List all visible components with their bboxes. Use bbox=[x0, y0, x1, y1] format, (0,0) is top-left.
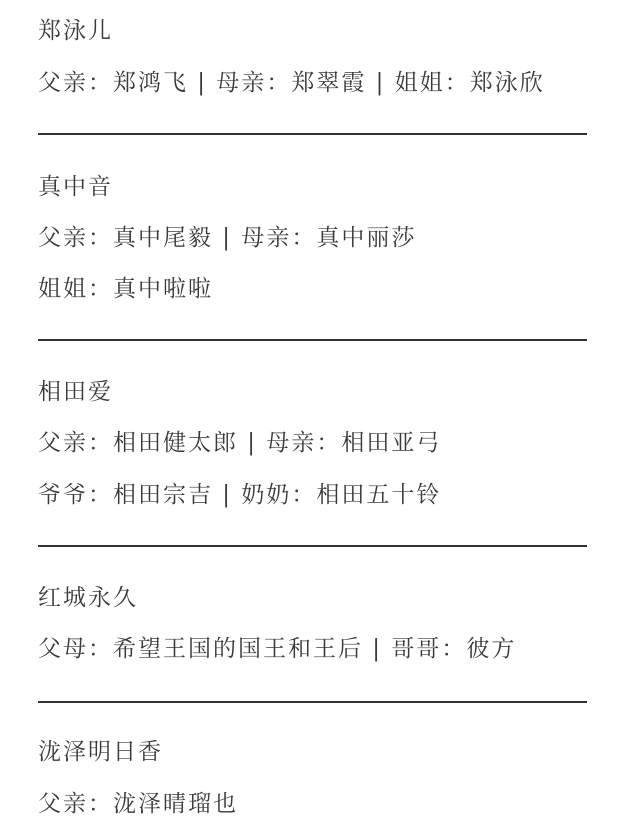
entry-name: 红城永久 bbox=[38, 585, 138, 611]
entry-name: 相田爱 bbox=[38, 379, 113, 405]
section-divider bbox=[38, 339, 587, 341]
entry-relatives-line: 父亲：真中尾毅 | 母亲：真中丽莎 bbox=[38, 225, 417, 251]
entry-relatives-line: 父亲：泷泽晴瑠也 bbox=[38, 791, 238, 817]
entry-relatives-line: 父亲：相田健太郎 | 母亲：相田亚弓 bbox=[38, 430, 442, 456]
entry-name: 泷泽明日香 bbox=[38, 739, 163, 765]
entry-relatives-line: 爷爷：相田宗吉 | 奶奶：相田五十铃 bbox=[38, 482, 442, 508]
entry-relatives-line: 姐姐：真中啦啦 bbox=[38, 276, 213, 302]
entry-relatives-line: 父母：希望王国的国王和王后 | 哥哥：彼方 bbox=[38, 636, 517, 662]
section-divider bbox=[38, 701, 587, 703]
entry-name: 郑泳儿 bbox=[38, 18, 113, 44]
entry-relatives-line: 父亲：郑鸿飞 | 母亲：郑翠霞 | 姐姐：郑泳欣 bbox=[38, 70, 545, 96]
entry-name: 真中音 bbox=[38, 174, 113, 200]
section-divider bbox=[38, 133, 587, 135]
section-divider bbox=[38, 545, 587, 547]
